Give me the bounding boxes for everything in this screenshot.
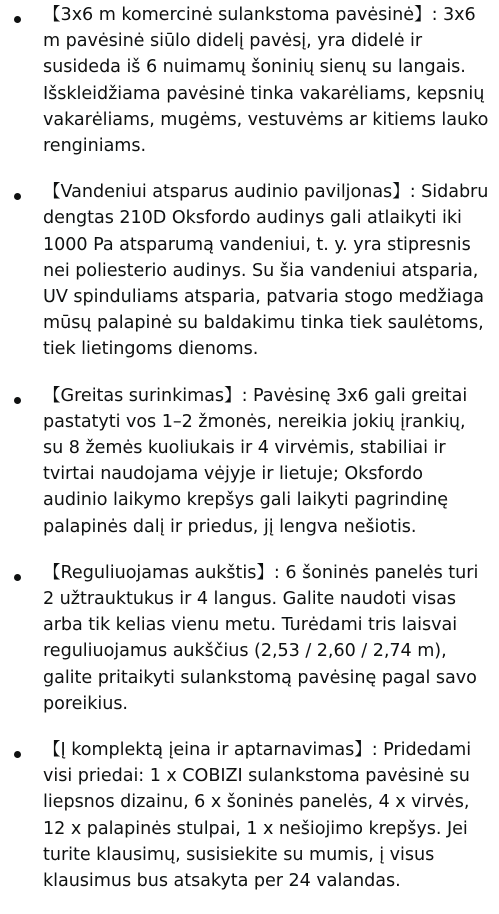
bullet-icon bbox=[14, 397, 21, 404]
feature-heading: 【Greitas surinkimas】 bbox=[43, 385, 242, 406]
feature-body: : Sidabru dengtas 210D Oksfordo audinys gali atlaikyti iki 1000 Pa atsparumą vandeniui, t. y. yra stipresnis nei poliesterio audinys. Su šia vandeniui atsparia, UV spinduliams atsparia, patvaria stogo medžiaga mūsų palapinė su baldakimu tinka tiek saulėtoms, tiek lietingoms dienoms. bbox=[43, 182, 489, 360]
feature-text bbox=[43, 383, 491, 540]
feature-body: : Pavėsinę 3x6 gali greitai pastatyti vos 1–2 žmonės, nereikia jokių įrankių, su 8 žemės kuoliukais ir 4 virvėmis, stabiliai ir tvirtai naudojama vėjyje ir lietuje; Oksfordo audinio laikymo krepšys gali laikyti pagrindinę palapinės dalį ir priedus, jį lengva nešiotis. bbox=[43, 385, 468, 537]
feature-item-adjustable-height bbox=[0, 560, 499, 717]
feature-heading: 【Reguliuojamas aukštis】 bbox=[43, 562, 274, 583]
feature-body: : Pridedami visi priedai: 1 x COBIZI sulankstoma pavėsinė su liepsnos dizainu, 6 x šoninės panelės, 4 x virvės, 12 x palapinės stulpai, 1 x nešiojimo krepšys. Jei turite klausimų, susisiekite su mumis, į visus klausimus bus atsakyta per 24 valandas. bbox=[43, 740, 472, 892]
feature-heading: 【Į komplektą įeina ir aptarnavimas】 bbox=[43, 740, 372, 761]
feature-bullet-list bbox=[0, 2, 499, 914]
feature-text bbox=[43, 2, 491, 159]
bullet-icon bbox=[14, 574, 21, 581]
feature-text bbox=[43, 179, 491, 362]
feature-item-quick-assembly bbox=[0, 383, 499, 540]
feature-heading: 【Vandeniui atsparus audinio paviljonas】 bbox=[43, 182, 410, 203]
feature-heading: 【3x6 m komercinė sulankstoma pavėsinė】 bbox=[43, 5, 432, 25]
feature-body: : 3x6 m pavėsinė siūlo didelį pavėsį, yra didelė ir susideda iš 6 nuimamų šoninių sienų su langais. Išskleidžiama pavėsinė tinka vakarėliams, kepsnių vakarėliams, mugėms, vestuvėms ar kitiems lauko renginiams. bbox=[43, 5, 489, 157]
feature-item-gazebo-size bbox=[0, 2, 499, 159]
feature-text bbox=[43, 737, 491, 894]
feature-item-waterproof bbox=[0, 179, 499, 362]
bullet-icon bbox=[14, 193, 21, 200]
bullet-icon bbox=[14, 751, 21, 758]
feature-text bbox=[43, 560, 491, 717]
bullet-icon bbox=[14, 16, 21, 23]
feature-item-package-contents bbox=[0, 737, 499, 894]
feature-body: : 6 šoninės panelės turi 2 užtrauktukus ir 4 langus. Galite naudoti visas arba tik kelias vienu metu. Turėdami tris laisvai reguliuojamus aukščius (2,53 / 2,60 / 2,74 m), galite pritaikyti sulankstomą pavėsinę pagal savo poreikius. bbox=[43, 562, 479, 714]
